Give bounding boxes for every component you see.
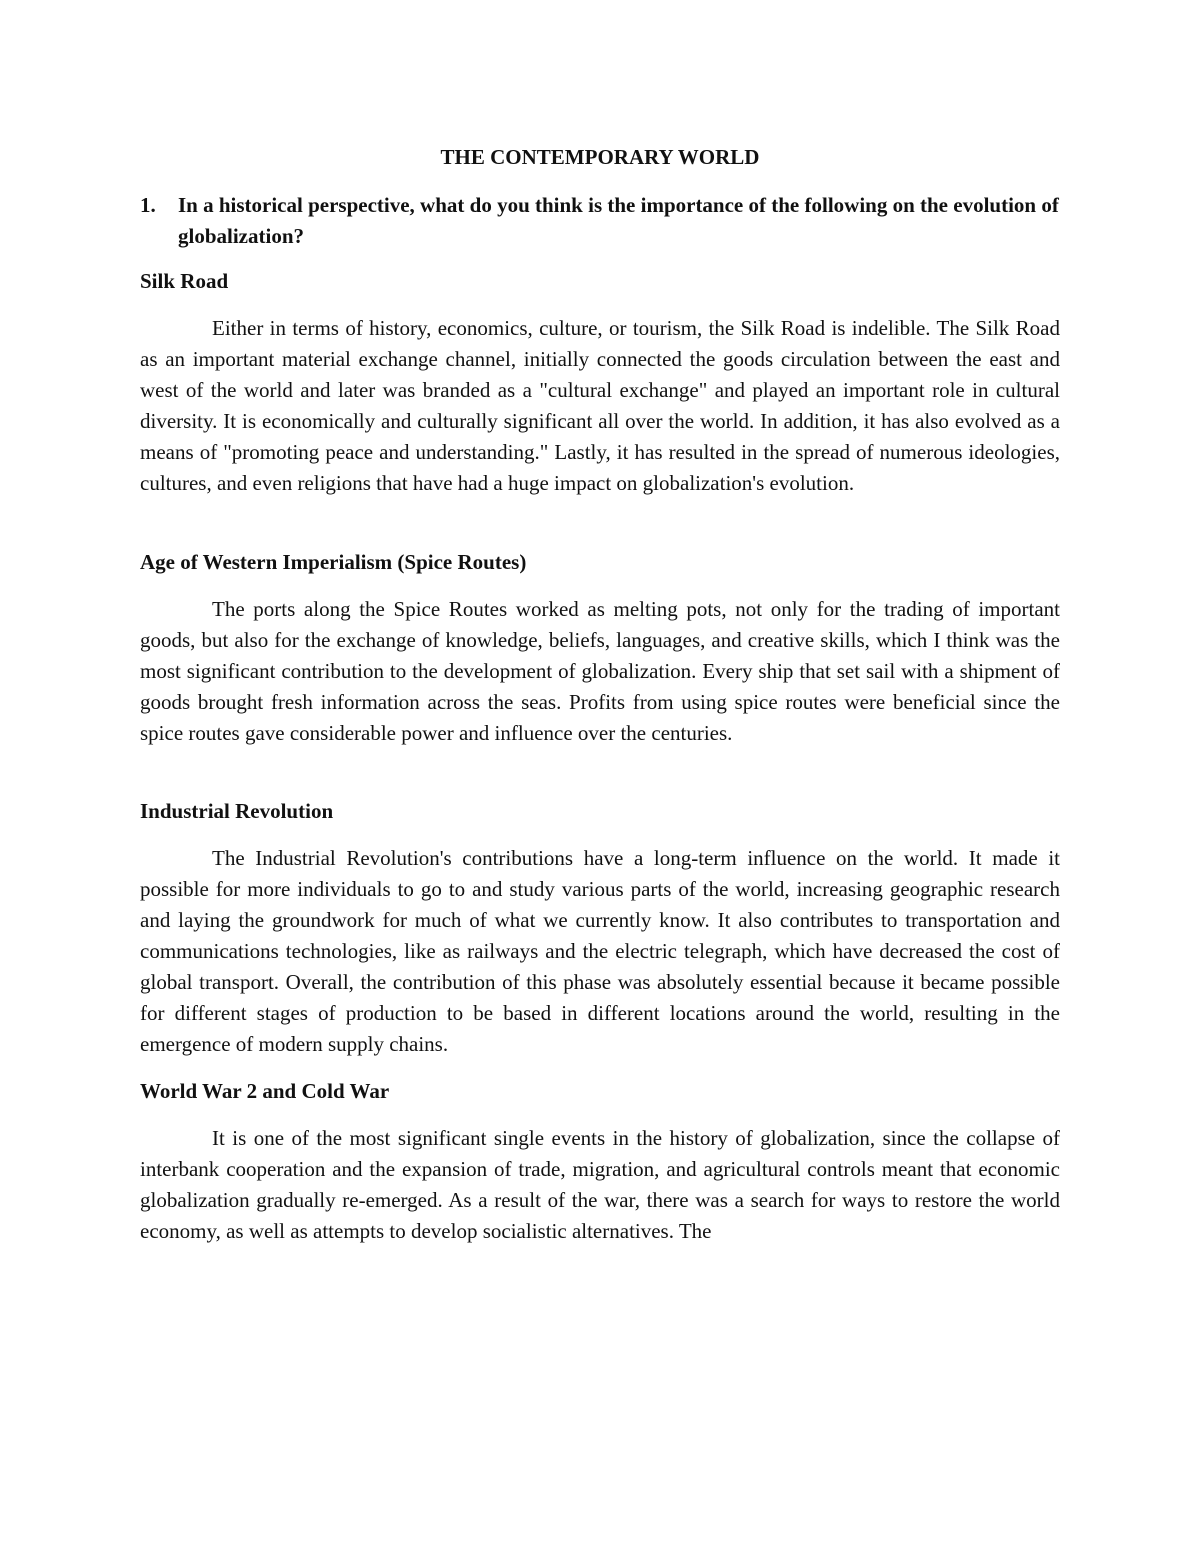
section-paragraph-world-war-cold-war: It is one of the most significant single events in the history of globalization, since the collapse of interbank cooperation and the expansion of trade, migration, and agricultural controls meant that economic globalization gradually re-emerged. As a result of the war, there was a search for ways to restore the world economy, as well as attempts to develop socialistic alternatives. The	[140, 1126, 1060, 1243]
section-heading-silk-road: Silk Road	[140, 269, 229, 293]
section-heading-industrial-revolution: Industrial Revolution	[140, 799, 334, 823]
question-text: In a historical perspective, what do you think is the importance of the following on the evolution of globalization?	[178, 193, 1059, 248]
section-paragraph-spice-routes: The ports along the Spice Routes worked as melting pots, not only for the trading of important goods, but also for the exchange of knowledge, beliefs, languages, and creative skills, which I think was the most significant contribution to the development of globalization. Every ship that set sail with a shipment of goods brought fresh information across the seas. Profits from using spice routes were beneficial since the spice routes gave considerable power and influence over the centuries.	[140, 597, 1060, 745]
section-heading-spice-routes: Age of Western Imperialism (Spice Routes)	[140, 550, 527, 574]
section-heading-world-war-cold-war: World War 2 and Cold War	[140, 1079, 390, 1103]
question-number: 1.	[140, 193, 156, 217]
document-title: THE CONTEMPORARY WORLD	[440, 145, 760, 169]
question-item	[140, 190, 1060, 252]
section-paragraph-silk-road: Either in terms of history, economics, culture, or tourism, the Silk Road is indelible. The Silk Road as an important material exchange channel, initially connected the goods circulation between the east and west of the world and later was branded as a "cultural exchange" and played an important role in cultural diversity. It is economically and culturally significant all over the world. In addition, it has also evolved as a means of "promoting peace and understanding." Lastly, it has resulted in the spread of numerous ideologies, cultures, and even religions that have had a huge impact on globalization's evolution.	[140, 316, 1060, 495]
section-paragraph-industrial-revolution: The Industrial Revolution's contributions have a long-term influence on the world. It made it possible for more individuals to go to and study various parts of the world, increasing geographic research and laying the groundwork for much of what we currently know. It also contributes to transportation and communications technologies, like as railways and the electric telegraph, which have decreased the cost of global transport. Overall, the contribution of this phase was absolutely essential because it became possible for different stages of production to be based in different locations around the world, resulting in the emergence of modern supply chains.	[140, 846, 1060, 1056]
